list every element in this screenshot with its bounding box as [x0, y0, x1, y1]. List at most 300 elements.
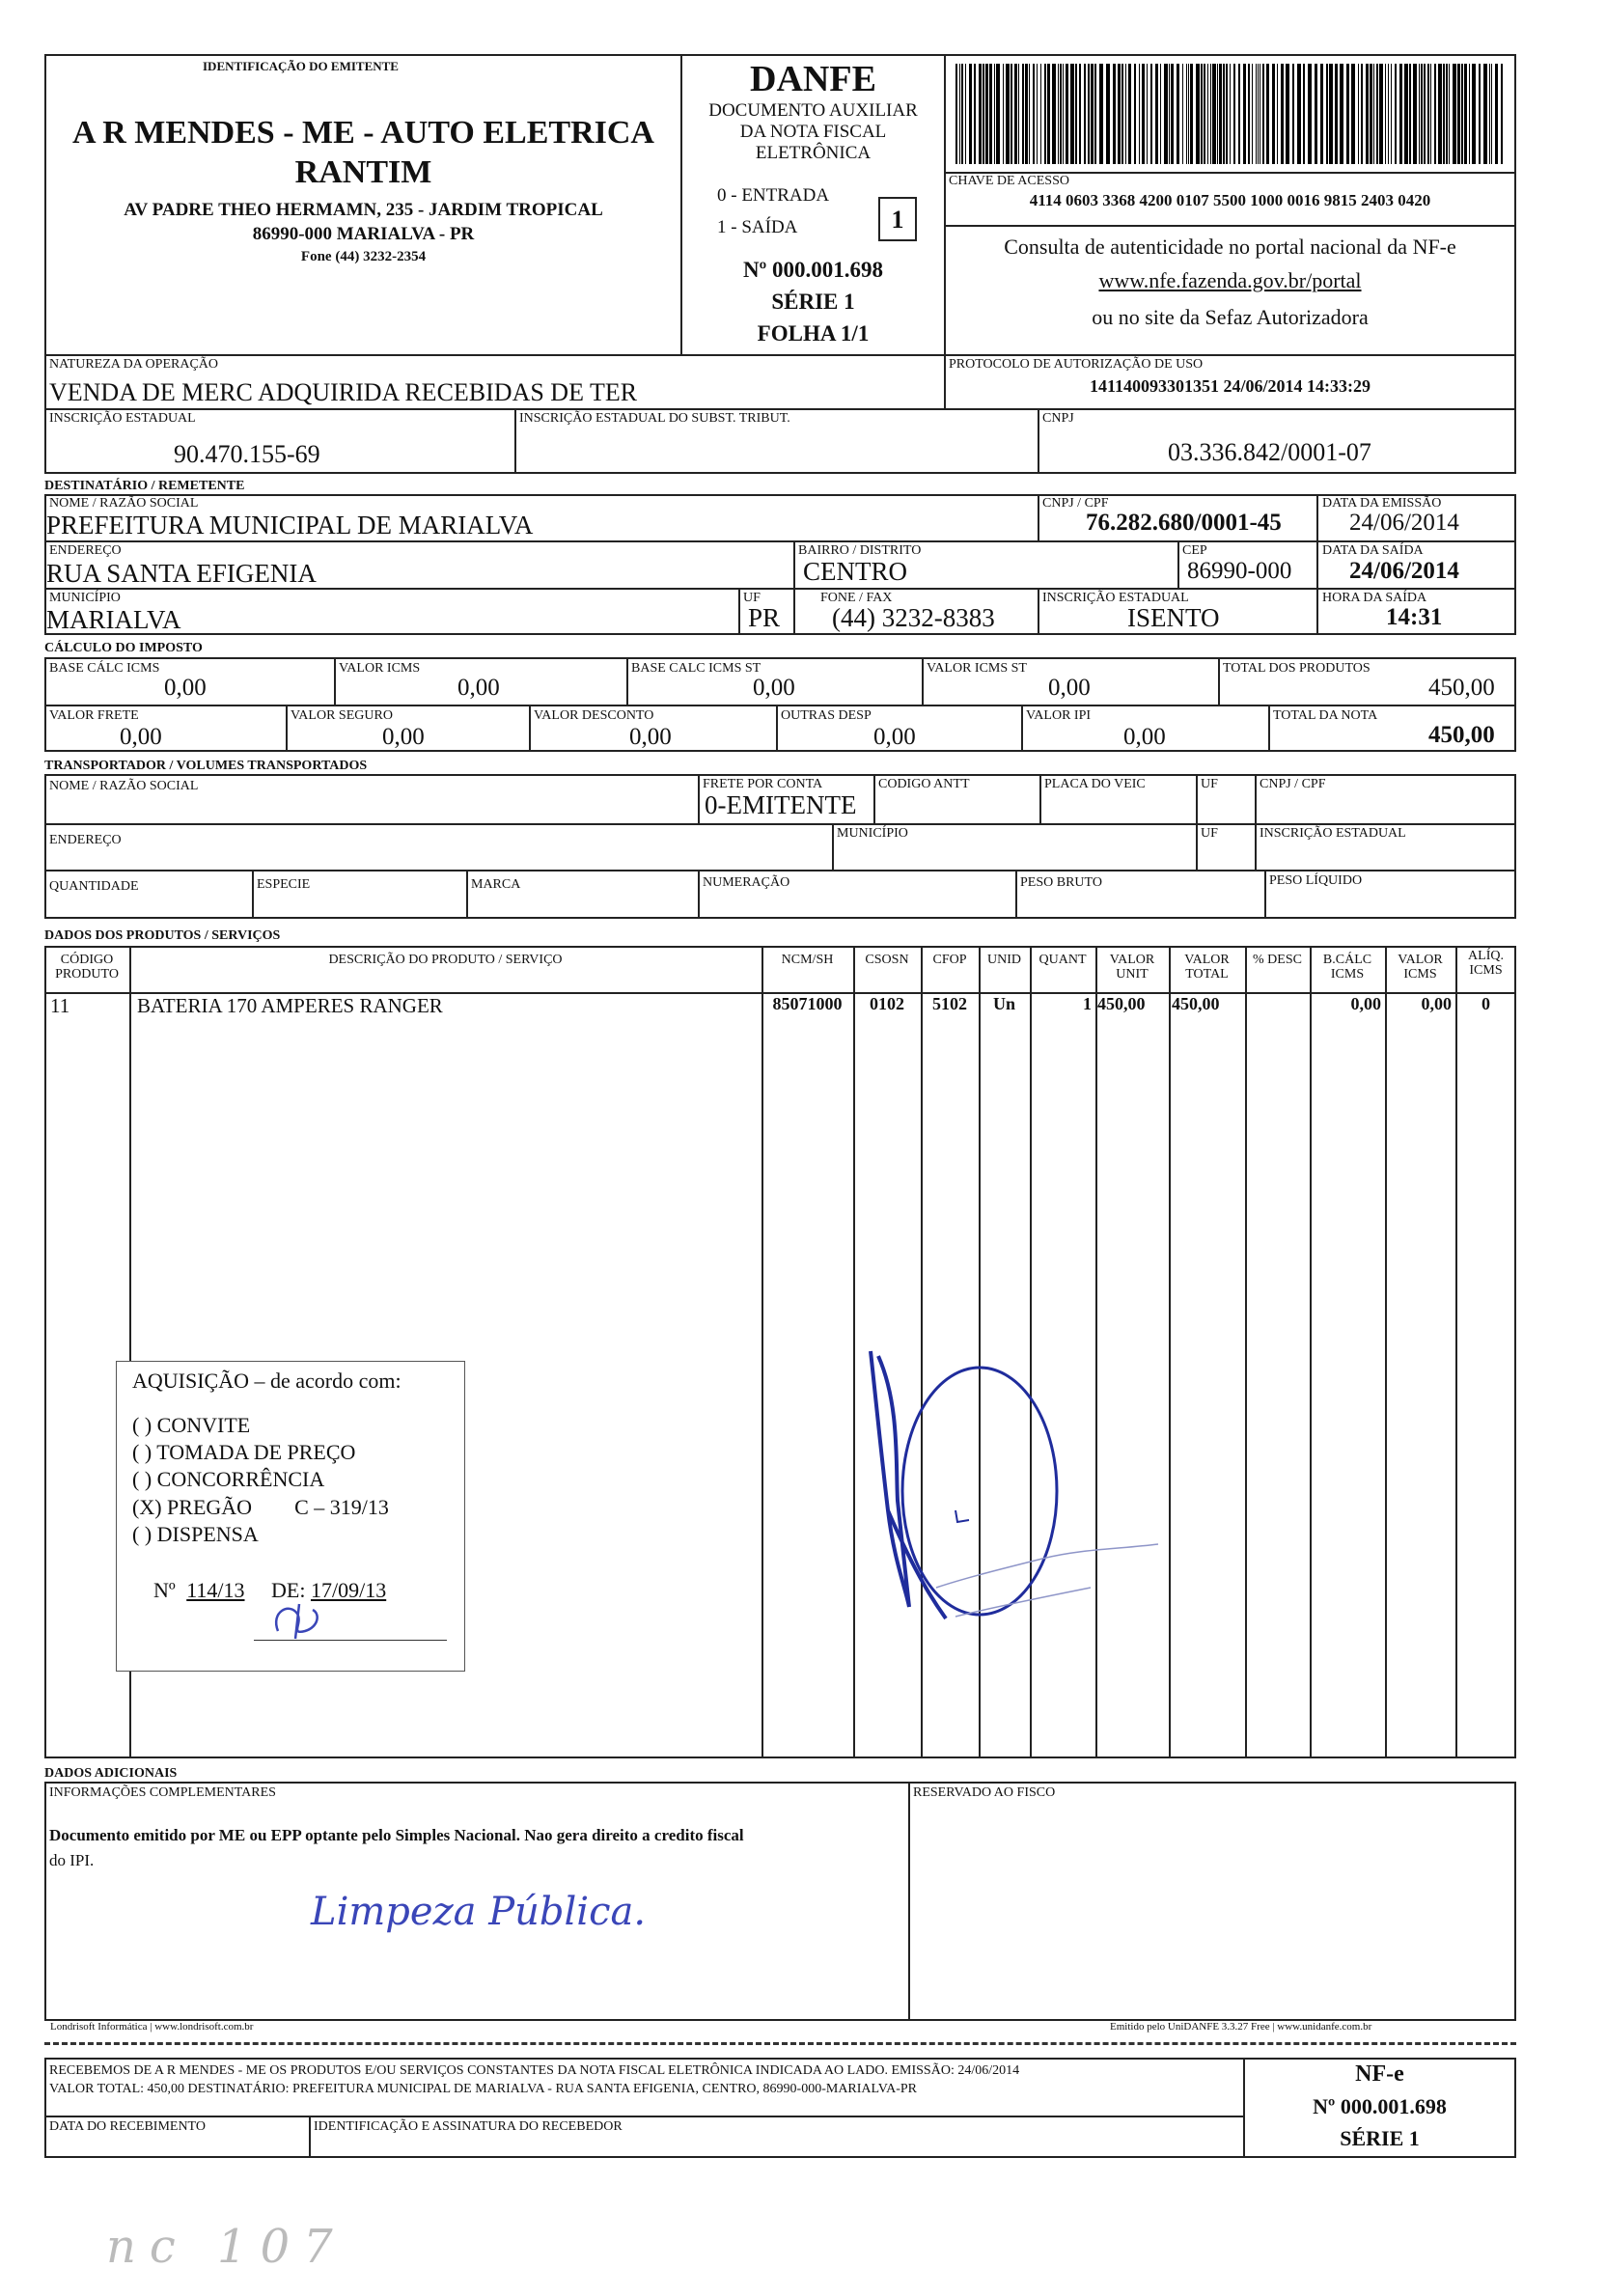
access-key-divider — [944, 225, 1516, 227]
recipient-vline-g — [1038, 588, 1039, 635]
barcode-bar — [1419, 64, 1420, 164]
base-icms-label: BASE CÁLC ICMS — [49, 661, 160, 676]
row-csosn: 0102 — [870, 994, 904, 1013]
tax-vline-7 — [776, 705, 778, 752]
recipient-row-line-1 — [44, 540, 1516, 542]
transport-freight-value: 0-EMITENTE — [705, 790, 857, 819]
barcode-bar — [1006, 64, 1010, 164]
danfe-series: SÉRIE 1 — [771, 290, 855, 314]
stamp-option-tomada: ( ) TOMADA DE PREÇO — [132, 1440, 356, 1465]
transport-plate-label: PLACA DO VEIC — [1044, 777, 1146, 791]
transport-vline-2 — [873, 774, 875, 823]
tax-vline-9 — [1268, 705, 1270, 752]
district-label: BAIRRO / DISTRITO — [798, 543, 922, 558]
transport-name-label: NOME / RAZÃO SOCIAL — [49, 779, 199, 793]
footer-software-left: Londrisoft Informática | www.londrisoft.com.br — [50, 2021, 254, 2033]
transport-freight-label: FRETE POR CONTA — [703, 777, 823, 791]
issuer-address: AV PADRE THEO HERMAMN, 235 - JARDIM TROPICAL — [124, 200, 603, 220]
stamp-option-dispensa: ( ) DISPENSA — [132, 1521, 259, 1546]
transport-vline-8 — [466, 870, 468, 919]
barcode-bar — [1346, 64, 1349, 164]
danfe-subtitle-3: ELETRÔNICA — [755, 142, 872, 163]
recipient-vline-e — [738, 588, 740, 635]
barcode-bar — [955, 64, 957, 164]
barcode-bar — [1395, 64, 1397, 164]
transport-vline-6 — [832, 823, 834, 870]
barcode-bar — [1233, 64, 1235, 164]
barcode-bar — [1329, 64, 1333, 164]
barcode-bar — [1262, 64, 1264, 164]
row-bc-icms: 0,00 — [1350, 994, 1381, 1013]
barcode-bar — [1118, 64, 1121, 164]
recipient-uf-label: UF — [743, 591, 761, 605]
col-total-value-header — [1169, 954, 1245, 982]
barcode-bar — [1430, 64, 1431, 164]
recipient-vline-d — [1177, 540, 1179, 588]
danfe-subtitle-1: DOCUMENTO AUXILIAR — [708, 100, 918, 121]
recipient-address-label: ENDEREÇO — [49, 543, 122, 558]
col-unit-value-header-2: UNIT — [1116, 966, 1149, 982]
row-code: 11 — [50, 994, 70, 1017]
barcode-bar — [1003, 64, 1004, 164]
consult-text-1: Consulta de autenticidade no portal nacional da NF-e — [1004, 235, 1456, 259]
consult-url[interactable]: www.nfe.fazenda.gov.br/portal — [1098, 268, 1362, 292]
transport-ie-label: INSCRIÇÃO ESTADUAL — [1260, 826, 1406, 841]
footer-software-right: Emitido pelo UniDANFE 3.3.27 Free | www.unidanfe.com.br — [1110, 2021, 1372, 2033]
barcode-bar — [1449, 64, 1450, 164]
barcode-bar — [1099, 64, 1103, 164]
transport-antt-label: CODIGO ANTT — [878, 777, 970, 791]
barcode-bar — [1230, 64, 1231, 164]
ie-value: 90.470.155-69 — [174, 440, 320, 468]
barcode-bar — [1376, 64, 1378, 164]
barcode-bar — [1243, 64, 1246, 164]
barcode-bar — [1461, 64, 1463, 164]
transport-row-line-2 — [44, 870, 1516, 871]
danfe-title: DANFE — [750, 59, 876, 99]
barcode-bar — [1207, 64, 1208, 164]
ie-label: INSCRIÇÃO ESTADUAL — [49, 411, 196, 426]
exit-date-value: 24/06/2014 — [1349, 558, 1459, 584]
exit-time-value: 14:31 — [1386, 604, 1443, 630]
receipt-nfe: NF-e — [1355, 2061, 1404, 2087]
danfe-subtitle-2: DA NOTA FISCAL — [739, 121, 887, 142]
barcode-bar — [1457, 64, 1460, 164]
info-label: INFORMAÇÕES COMPLEMENTARES — [49, 1785, 276, 1800]
barcode-bar — [1491, 64, 1492, 164]
transport-vline-9 — [698, 870, 700, 919]
transport-vline-1 — [698, 774, 700, 823]
transport-vline-3 — [1039, 774, 1041, 823]
receipt-date-label: DATA DO RECEBIMENTO — [49, 2119, 206, 2134]
barcode-bar — [1256, 64, 1257, 164]
barcode-bar — [1424, 64, 1426, 164]
row-aliq: 0 — [1481, 994, 1490, 1013]
stamp-pregao-ref: C – 319/13 — [294, 1494, 389, 1519]
barcode-bar — [965, 64, 966, 164]
col-code-header-2: PRODUTO — [55, 966, 119, 982]
barcode-bar — [1094, 64, 1096, 164]
danfe-subtitle — [680, 100, 946, 164]
row-icms: 0,00 — [1421, 994, 1452, 1013]
products-col-line — [761, 946, 763, 1758]
barcode-bar — [1052, 64, 1056, 164]
barcode-bar — [1018, 64, 1019, 164]
barcode-bar — [1326, 64, 1328, 164]
transport-cnpj-label: CNPJ / CPF — [1260, 777, 1326, 791]
recipient-cnpj-label: CNPJ / CPF — [1042, 496, 1109, 511]
col-aliq-header — [1455, 950, 1516, 978]
signature-mark — [849, 1346, 1197, 1665]
barcode-bar — [1258, 64, 1259, 164]
barcode-bar — [1469, 64, 1470, 164]
stamp-date-value: 17/09/13 — [310, 1577, 387, 1602]
transport-vline-11 — [1264, 870, 1266, 919]
products-col-line — [1310, 946, 1312, 1758]
protocol-value: 141140093301351 24/06/2014 14:33:29 — [1090, 376, 1371, 396]
products-col-line — [1455, 946, 1457, 1758]
barcode-bar — [979, 64, 982, 164]
transport-species-label: ESPECIE — [257, 877, 311, 892]
barcode-bar — [959, 64, 960, 164]
row-cfop: 5102 — [932, 994, 967, 1013]
barcode-bar — [1379, 64, 1383, 164]
barcode-bar — [1196, 64, 1200, 164]
barcode-bar — [1022, 64, 1024, 164]
barcode-bar — [1266, 64, 1269, 164]
barcode-bar — [1446, 64, 1448, 164]
barcode-bar — [1472, 64, 1476, 164]
tax-vline-8 — [1021, 705, 1023, 752]
issuer-name-line1: A R MENDES - ME - AUTO ELETRICA — [72, 115, 654, 151]
recipient-vline-f — [793, 588, 795, 635]
barcode-bar — [1399, 64, 1402, 164]
barcode-bar — [1014, 64, 1017, 164]
insurance-label: VALOR SEGURO — [291, 708, 393, 723]
receipt-series: SÉRIE 1 — [1340, 2126, 1420, 2150]
barcode-bar — [1223, 64, 1225, 164]
barcode-bar — [1079, 64, 1081, 164]
nature-label: NATUREZA DA OPERAÇÃO — [49, 357, 219, 372]
recipient-city-label: MUNICÍPIO — [49, 591, 121, 605]
total-note-label: TOTAL DA NOTA — [1273, 708, 1378, 723]
barcode-bar — [969, 64, 972, 164]
barcode-bar — [983, 64, 984, 164]
barcode-bar — [1142, 64, 1145, 164]
barcode-bar — [1248, 64, 1250, 164]
icms-st-label: VALOR ICMS ST — [927, 661, 1027, 676]
barcode — [955, 64, 1504, 164]
tax-row-line — [44, 705, 1516, 706]
col-unit-value-header — [1095, 954, 1169, 982]
barcode-bar — [1177, 64, 1179, 164]
col-bc-icms-header-2: ICMS — [1330, 966, 1365, 982]
col-icms-header-1: VALOR — [1398, 953, 1443, 967]
recipient-name-label: NOME / RAZÃO SOCIAL — [49, 496, 199, 511]
danfe-sheet: FOLHA 1/1 — [757, 321, 870, 346]
barcode-bar — [1121, 64, 1123, 164]
transport-numbering-label: NUMERAÇÃO — [703, 875, 790, 890]
col-bc-icms-header-1: B.CÁLC — [1322, 953, 1372, 967]
barcode-bar — [1037, 64, 1038, 164]
other-label: OUTRAS DESP — [781, 708, 872, 723]
recipient-phone-label: FONE / FAX — [820, 591, 893, 605]
danfe-exit: 1 - SAÍDA — [717, 217, 798, 237]
danfe-entry: 0 - ENTRADA — [717, 185, 830, 206]
barcode-bar — [1084, 64, 1086, 164]
transport-qty-label: QUANTIDADE — [49, 879, 139, 894]
access-key-value: 4114 0603 3368 4200 0107 5500 1000 0016 9815 2403 0420 — [1029, 191, 1431, 209]
barcode-bar — [1297, 64, 1301, 164]
col-csosn-header: CSOSN — [865, 953, 909, 967]
barcode-bar — [1070, 64, 1074, 164]
barcode-bar — [1358, 64, 1359, 164]
stamp-date-label: DE: — [271, 1577, 306, 1602]
barcode-bar — [1190, 64, 1193, 164]
barcode-bar — [985, 64, 988, 164]
base-st-label: BASE CALC ICMS ST — [631, 661, 761, 676]
barcode-bar — [1106, 64, 1110, 164]
recipient-vline-c — [793, 540, 795, 588]
tax-vline-4 — [1218, 657, 1220, 705]
barcode-bar — [1351, 64, 1355, 164]
barcode-bar — [1464, 64, 1467, 164]
row-unit: Un — [992, 994, 1015, 1013]
stamp-option-concorrencia: ( ) CONCORRÊNCIA — [132, 1467, 325, 1492]
ipi-label: VALOR IPI — [1026, 708, 1092, 723]
barcode-bar — [1219, 64, 1222, 164]
insurance-value: 0,00 — [382, 724, 425, 750]
barcode-bar — [1388, 64, 1389, 164]
issuer-name-line2: RANTIM — [294, 153, 432, 190]
issuer-cnpj-value: 03.336.842/0001-07 — [1168, 438, 1371, 466]
recipient-phone-value: (44) 3232-8383 — [832, 603, 995, 632]
tax-vline-6 — [529, 705, 531, 752]
ie-st-label: INSCRIÇÃO ESTADUAL DO SUBST. TRIBUT. — [519, 411, 790, 426]
col-ncm-header: NCM/SH — [781, 953, 834, 967]
col-icms-header — [1385, 954, 1455, 982]
barcode-bar — [1479, 64, 1481, 164]
barcode-bar — [1315, 64, 1317, 164]
issuer-phone: Fone (44) 3232-2354 — [300, 249, 427, 264]
barcode-bar — [1075, 64, 1077, 164]
recipient-cnpj-value: 76.282.680/0001-45 — [1086, 510, 1282, 536]
col-code-header-1: CÓDIGO — [60, 953, 114, 967]
barcode-bar — [1063, 64, 1064, 164]
barcode-bar — [1361, 64, 1363, 164]
danfe-type-box: 1 — [878, 197, 917, 241]
barcode-bar — [1125, 64, 1126, 164]
barcode-bar — [1201, 64, 1203, 164]
emission-date-value: 24/06/2014 — [1349, 510, 1459, 536]
cep-value: 86990-000 — [1187, 558, 1292, 584]
transport-net-label: PESO LÍQUIDO — [1269, 873, 1363, 888]
barcode-bar — [1186, 64, 1187, 164]
ipi-value: 0,00 — [1123, 724, 1166, 750]
receipt-number: Nº 000.001.698 — [1313, 2094, 1447, 2118]
barcode-bar — [996, 64, 1000, 164]
total-products-value: 450,00 — [1428, 675, 1495, 701]
transport-vline-5 — [1255, 774, 1257, 870]
barcode-bar — [1134, 64, 1136, 164]
transport-uf2-label: UF — [1201, 826, 1218, 841]
barcode-bar — [1088, 64, 1090, 164]
fisco-box — [908, 1782, 1516, 2021]
stamp-number-value: 114/13 — [186, 1577, 245, 1602]
barcode-bar — [1011, 64, 1012, 164]
row-desc: BATERIA 170 AMPERES RANGER — [137, 994, 443, 1017]
col-total-value-header-1: VALOR — [1184, 953, 1230, 967]
col-unit-value-header-1: VALOR — [1109, 953, 1155, 967]
issuer-cnpj-label: CNPJ — [1042, 411, 1074, 426]
total-note-value: 450,00 — [1428, 722, 1495, 748]
receipt-divider — [44, 2116, 1245, 2117]
barcode-bar — [1113, 64, 1116, 164]
barcode-bar — [1501, 64, 1503, 164]
col-qty-header: QUANT — [1038, 953, 1087, 967]
barcode-bar — [1188, 64, 1189, 164]
barcode-bar — [1277, 64, 1278, 164]
barcode-bar — [1226, 64, 1228, 164]
transport-address-label: ENDEREÇO — [49, 833, 122, 847]
recipient-ie-label: INSCRIÇÃO ESTADUAL — [1042, 591, 1189, 605]
exit-date-label: DATA DA SAÍDA — [1322, 543, 1424, 558]
handwritten-note: Limpeza Pública. — [311, 1890, 647, 1934]
col-cfop-header: CFOP — [932, 953, 967, 967]
recipient-ie-value: ISENTO — [1127, 603, 1220, 632]
row-unit-value: 450,00 — [1097, 994, 1146, 1013]
discount-label: VALOR DESCONTO — [534, 708, 654, 723]
barcode-bar — [1150, 64, 1152, 164]
row-total-value: 450,00 — [1172, 994, 1220, 1013]
barcode-bar — [974, 64, 976, 164]
barcode-bar — [1155, 64, 1158, 164]
products-col-line — [1245, 946, 1247, 1758]
freight-value: 0,00 — [120, 724, 162, 750]
recipient-section-label: DESTINATÁRIO / REMETENTE — [44, 479, 245, 493]
receipt-line-1: RECEBEMOS DE A R MENDES - ME OS PRODUTOS E/OU SERVIÇOS CONSTANTES DA NOTA FISCAL ELETRÔNICA INDICADA AO LADO. EMISSÃO: 24/06/2014 — [49, 2063, 1020, 2078]
transport-section-label: TRANSPORTADOR / VOLUMES TRANSPORTADOS — [44, 759, 368, 773]
barcode-bar — [1217, 64, 1218, 164]
barcode-bar — [1033, 64, 1035, 164]
tax-section-label: CÁLCULO DO IMPOSTO — [44, 641, 203, 655]
barcode-bar — [1489, 64, 1490, 164]
icms-value: 0,00 — [457, 675, 500, 701]
barcode-bar — [1091, 64, 1094, 164]
district-value: CENTRO — [803, 557, 907, 586]
barcode-bar — [1025, 64, 1028, 164]
stamp-title: AQUISIÇÃO – de acordo com: — [132, 1369, 402, 1393]
col-desc-header: DESCRIÇÃO DO PRODUTO / SERVIÇO — [328, 953, 563, 967]
col-total-value-header-2: TOTAL — [1185, 966, 1229, 982]
barcode-bar — [1308, 64, 1312, 164]
base-icms-value: 0,00 — [164, 675, 207, 701]
barcode-bar — [1029, 64, 1030, 164]
barcode-bar — [961, 64, 963, 164]
tax-vline-3 — [922, 657, 924, 705]
barcode-bar — [1391, 64, 1392, 164]
barcode-bar — [1212, 64, 1216, 164]
cut-line — [44, 2042, 1516, 2045]
transport-row-line-1 — [44, 823, 1516, 825]
col-aliq-header-1: ALÍQ. — [1468, 949, 1504, 963]
access-key-label: CHAVE DE ACESSO — [949, 174, 1069, 188]
barcode-bar — [1413, 64, 1417, 164]
barcode-bar — [1366, 64, 1369, 164]
recipient-address-value: RUA SANTA EFIGENIA — [46, 559, 317, 588]
barcode-bar — [1483, 64, 1487, 164]
recipient-vline-a — [1038, 494, 1039, 540]
barcode-bar — [1238, 64, 1240, 164]
barcode-bar — [1066, 64, 1068, 164]
transport-vline-4 — [1196, 774, 1198, 870]
danfe-number: Nº 000.001.698 — [743, 258, 883, 282]
icms-st-value: 0,00 — [1048, 675, 1091, 701]
barcode-bar — [1160, 64, 1161, 164]
receipt-sign-label: IDENTIFICAÇÃO E ASSINATURA DO RECEBEDOR — [314, 2119, 623, 2134]
barcode-bar — [1421, 64, 1423, 164]
barcode-bar — [1427, 64, 1429, 164]
transport-vline-7 — [252, 870, 254, 919]
cep-label: CEP — [1182, 543, 1207, 558]
barcode-bar — [1340, 64, 1343, 164]
total-products-label: TOTAL DOS PRODUTOS — [1223, 661, 1371, 676]
barcode-bar — [1169, 64, 1170, 164]
barcode-bar — [1164, 64, 1168, 164]
recipient-city-value: MARIALVA — [46, 605, 181, 634]
stamp-initials-mark — [261, 1592, 338, 1650]
transport-vline-10 — [1015, 870, 1017, 919]
protocol-label: PROTOCOLO DE AUTORIZAÇÃO DE USO — [949, 357, 1204, 372]
products-col-line — [1385, 946, 1387, 1758]
barcode-bar — [1058, 64, 1059, 164]
barcode-bar — [1373, 64, 1374, 164]
col-bc-icms-header — [1310, 954, 1385, 982]
transport-gross-label: PESO BRUTO — [1020, 875, 1102, 890]
tax-vline-2 — [626, 657, 628, 705]
barcode-bar — [1210, 64, 1211, 164]
barcode-bar — [1286, 64, 1289, 164]
barcode-bar — [1438, 64, 1442, 164]
barcode-bar — [1272, 64, 1275, 164]
barcode-bar — [1453, 64, 1456, 164]
exit-time-label: HORA DA SAÍDA — [1322, 591, 1427, 605]
barcode-bar — [1252, 64, 1253, 164]
nature-value: VENDA DE MERC ADQUIRIDA RECEBIDAS DE TER — [49, 378, 638, 406]
tax-vline-1 — [334, 657, 336, 705]
col-aliq-header-2: ICMS — [1469, 962, 1503, 978]
stamp-option-pregao: (X) PREGÃO — [132, 1494, 253, 1519]
barcode-bar — [1281, 64, 1284, 164]
freight-label: VALOR FRETE — [49, 708, 139, 723]
consult-text-2: ou no site da Sefaz Autorizadora — [1092, 305, 1369, 329]
barcode-bar — [1292, 64, 1294, 164]
barcode-bar — [1171, 64, 1174, 164]
col-unit-header: UNID — [987, 953, 1021, 967]
barcode-bar — [1040, 64, 1041, 164]
recipient-name-value: PREFEITURA MUNICIPAL DE MARIALVA — [46, 511, 534, 539]
fisco-label: RESERVADO AO FISCO — [913, 1785, 1056, 1800]
stamp-number-label: Nº — [153, 1577, 176, 1602]
info-line-2: do IPI. — [49, 1851, 95, 1869]
row-ncm: 85071000 — [772, 994, 843, 1013]
barcode-bar — [1443, 64, 1445, 164]
barcode-bar — [1303, 64, 1305, 164]
barcode-bar — [1139, 64, 1140, 164]
barcode-bar — [1434, 64, 1436, 164]
transport-uf-label: UF — [1201, 777, 1218, 791]
barcode-bar — [989, 64, 992, 164]
